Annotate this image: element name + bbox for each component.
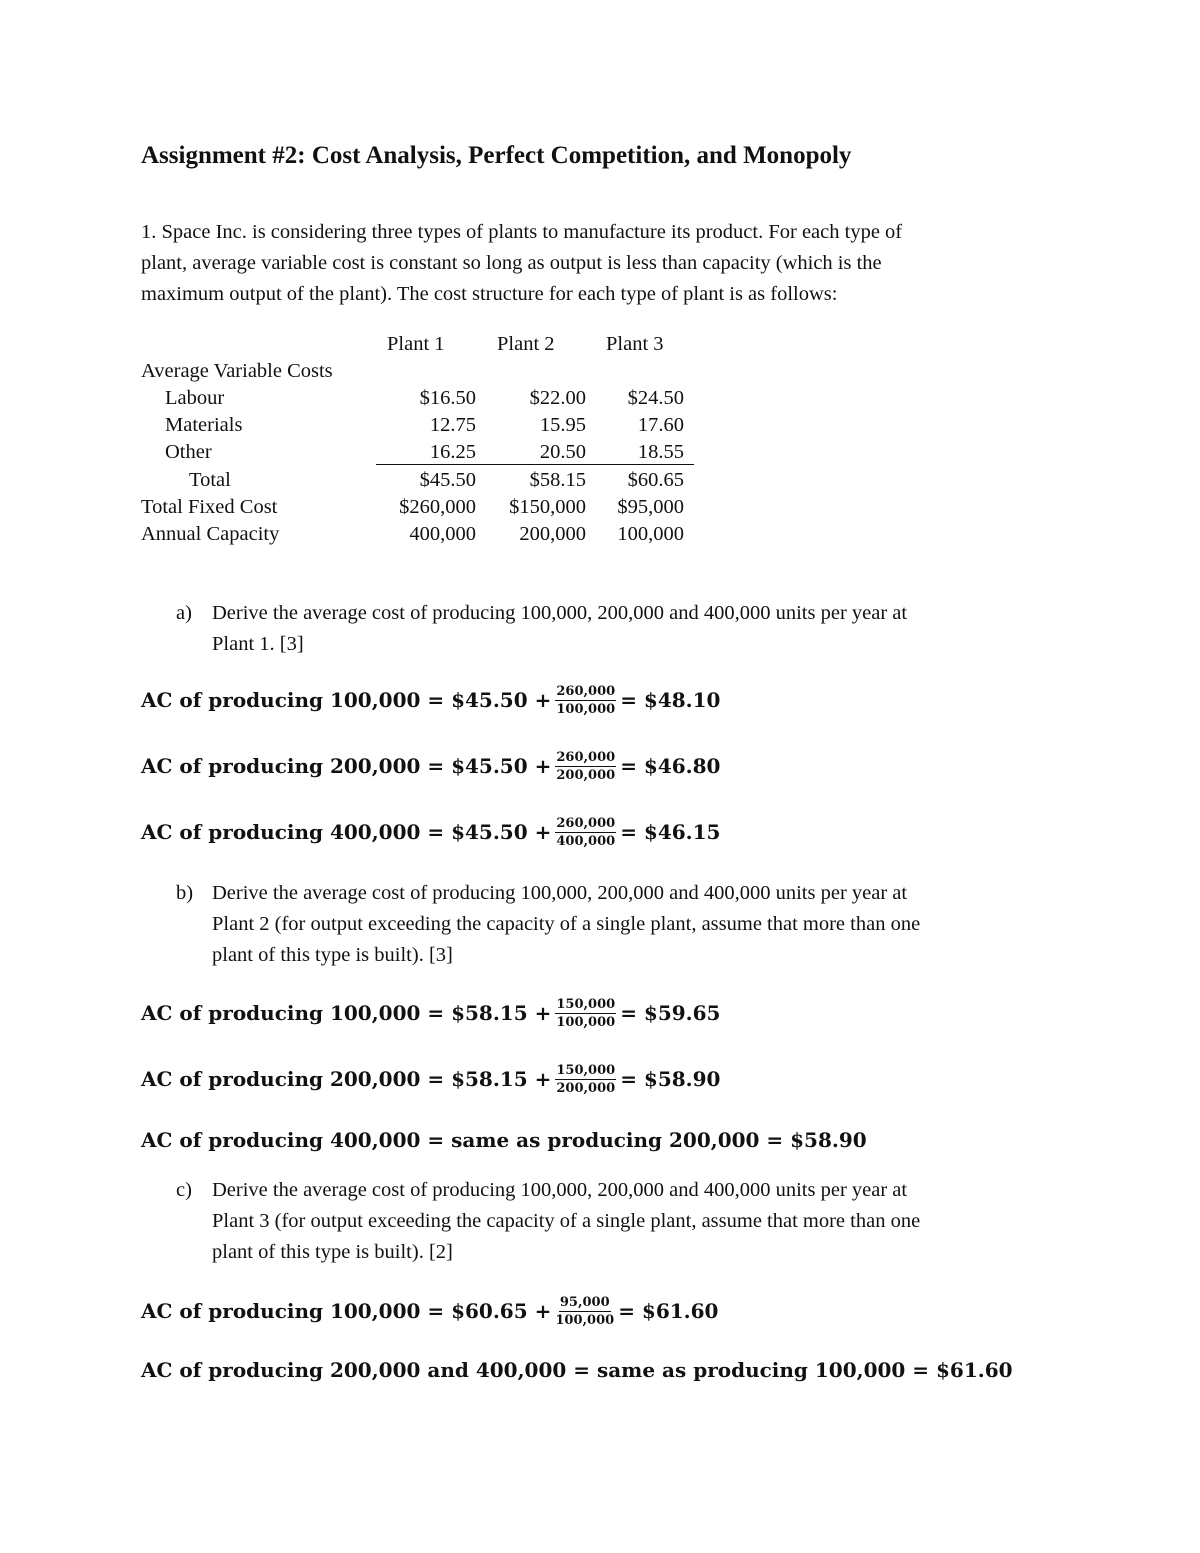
row-label-materials: Materials bbox=[165, 414, 243, 436]
question-line: Plant 2 (for output exceeding the capacity of a single plant, assume that more than one bbox=[212, 913, 921, 935]
question-a bbox=[176, 598, 1046, 660]
table-cell: $58.15 bbox=[529, 469, 586, 491]
table-cell: 200,000 bbox=[519, 523, 586, 545]
table-cell: $24.50 bbox=[627, 387, 684, 409]
row-label-labour: Labour bbox=[165, 387, 225, 409]
equation-lhs: AC of producing 400,000 = $45.50 + bbox=[141, 820, 552, 844]
equation-result: = $48.10 bbox=[620, 688, 721, 712]
total-rule bbox=[376, 464, 694, 465]
answer-equation bbox=[141, 741, 720, 791]
fraction bbox=[555, 816, 616, 849]
table-cell: $60.65 bbox=[627, 469, 684, 491]
intro-line: maximum output of the plant). The cost structure for each type of plant is as follows: bbox=[141, 283, 838, 305]
col-header-plant-3: Plant 3 bbox=[606, 333, 664, 355]
answer-equation bbox=[141, 988, 720, 1038]
col-header-plant-2: Plant 2 bbox=[497, 333, 555, 355]
question-letter: c) bbox=[176, 1179, 192, 1201]
answer-equation bbox=[141, 1286, 718, 1336]
answer-equation bbox=[141, 675, 720, 725]
answer-equation bbox=[141, 807, 720, 857]
fraction bbox=[555, 750, 616, 783]
question-line: Derive the average cost of producing 100,000, 200,000 and 400,000 units per year at bbox=[212, 602, 908, 624]
table-cell: 20.50 bbox=[539, 441, 586, 463]
table-cell: 12.75 bbox=[429, 414, 476, 436]
table-cell: 17.60 bbox=[637, 414, 684, 436]
question-c bbox=[176, 1175, 1046, 1268]
section-label-avc: Average Variable Costs bbox=[141, 360, 333, 382]
table-cell: $150,000 bbox=[509, 496, 586, 518]
table-cell: 16.25 bbox=[429, 441, 476, 463]
fraction-numerator: 95,000 bbox=[559, 1294, 610, 1310]
fraction bbox=[555, 1295, 614, 1328]
equation-text: AC of producing 400,000 = same as producing 200,000 = $58.90 bbox=[141, 1128, 867, 1152]
equation-lhs: AC of producing 200,000 = $45.50 + bbox=[141, 754, 552, 778]
fraction bbox=[555, 1063, 616, 1096]
table-cell: $95,000 bbox=[617, 496, 684, 518]
question-line: Derive the average cost of producing 100,000, 200,000 and 400,000 units per year at bbox=[212, 1179, 908, 1201]
question-line: plant of this type is built). [3] bbox=[212, 944, 453, 966]
fraction-denominator: 100,000 bbox=[556, 1014, 616, 1030]
question-line: Plant 1. [3] bbox=[212, 633, 304, 655]
fraction-numerator: 150,000 bbox=[556, 1062, 616, 1078]
assignment-title: Assignment #2: Cost Analysis, Perfect Competition, and Monopoly bbox=[141, 142, 852, 169]
fraction-numerator: 150,000 bbox=[556, 996, 616, 1012]
equation-result: = $58.90 bbox=[620, 1067, 721, 1091]
col-header-plant-1: Plant 1 bbox=[387, 333, 445, 355]
row-label-total: Total bbox=[189, 469, 231, 491]
equation-lhs: AC of producing 200,000 = $58.15 + bbox=[141, 1067, 552, 1091]
table-cell: $45.50 bbox=[419, 469, 476, 491]
fraction-numerator: 260,000 bbox=[556, 683, 616, 699]
fraction-denominator: 400,000 bbox=[556, 833, 616, 849]
table-cell: $22.00 bbox=[529, 387, 586, 409]
fraction-denominator: 200,000 bbox=[556, 767, 616, 783]
table-cell: 15.95 bbox=[539, 414, 586, 436]
equation-lhs: AC of producing 100,000 = $58.15 + bbox=[141, 1001, 552, 1025]
answer-equation bbox=[141, 1115, 867, 1165]
equation-result: = $59.65 bbox=[620, 1001, 721, 1025]
question-letter: b) bbox=[176, 882, 194, 904]
equation-result: = $46.15 bbox=[620, 820, 721, 844]
fraction bbox=[555, 684, 616, 717]
table-cell: 400,000 bbox=[409, 523, 476, 545]
question-line: Derive the average cost of producing 100,000, 200,000 and 400,000 units per year at bbox=[212, 882, 908, 904]
answer-equation bbox=[141, 1054, 720, 1104]
fraction-denominator: 200,000 bbox=[556, 1080, 616, 1096]
equation-result: = $61.60 bbox=[618, 1299, 719, 1323]
question-line: plant of this type is built). [2] bbox=[212, 1241, 453, 1263]
fraction-numerator: 260,000 bbox=[556, 815, 616, 831]
question-b bbox=[176, 878, 1046, 971]
row-label-other: Other bbox=[165, 441, 212, 463]
question-line: Plant 3 (for output exceeding the capacity of a single plant, assume that more than one bbox=[212, 1210, 921, 1232]
equation-text: AC of producing 200,000 and 400,000 = same as producing 100,000 = $61.60 bbox=[141, 1358, 1013, 1382]
intro-paragraph bbox=[141, 217, 1041, 310]
question-letter: a) bbox=[176, 602, 192, 624]
row-label-fixed-cost: Total Fixed Cost bbox=[141, 496, 278, 518]
fraction-denominator: 100,000 bbox=[556, 701, 616, 717]
fraction-numerator: 260,000 bbox=[556, 749, 616, 765]
intro-line: plant, average variable cost is constant so long as output is less than capacity (which is the bbox=[141, 252, 882, 274]
row-label-capacity: Annual Capacity bbox=[141, 523, 280, 545]
table-cell: $260,000 bbox=[399, 496, 476, 518]
equation-lhs: AC of producing 100,000 = $60.65 + bbox=[141, 1299, 552, 1323]
table-cell: 100,000 bbox=[617, 523, 684, 545]
fraction bbox=[555, 997, 616, 1030]
intro-line: 1. Space Inc. is considering three types of plants to manufacture its product. For each type of bbox=[141, 221, 903, 243]
answer-equation bbox=[141, 1345, 1013, 1395]
table-cell: 18.55 bbox=[637, 441, 684, 463]
equation-result: = $46.80 bbox=[620, 754, 721, 778]
fraction-denominator: 100,000 bbox=[555, 1312, 615, 1328]
equation-lhs: AC of producing 100,000 = $45.50 + bbox=[141, 688, 552, 712]
table-cell: $16.50 bbox=[419, 387, 476, 409]
